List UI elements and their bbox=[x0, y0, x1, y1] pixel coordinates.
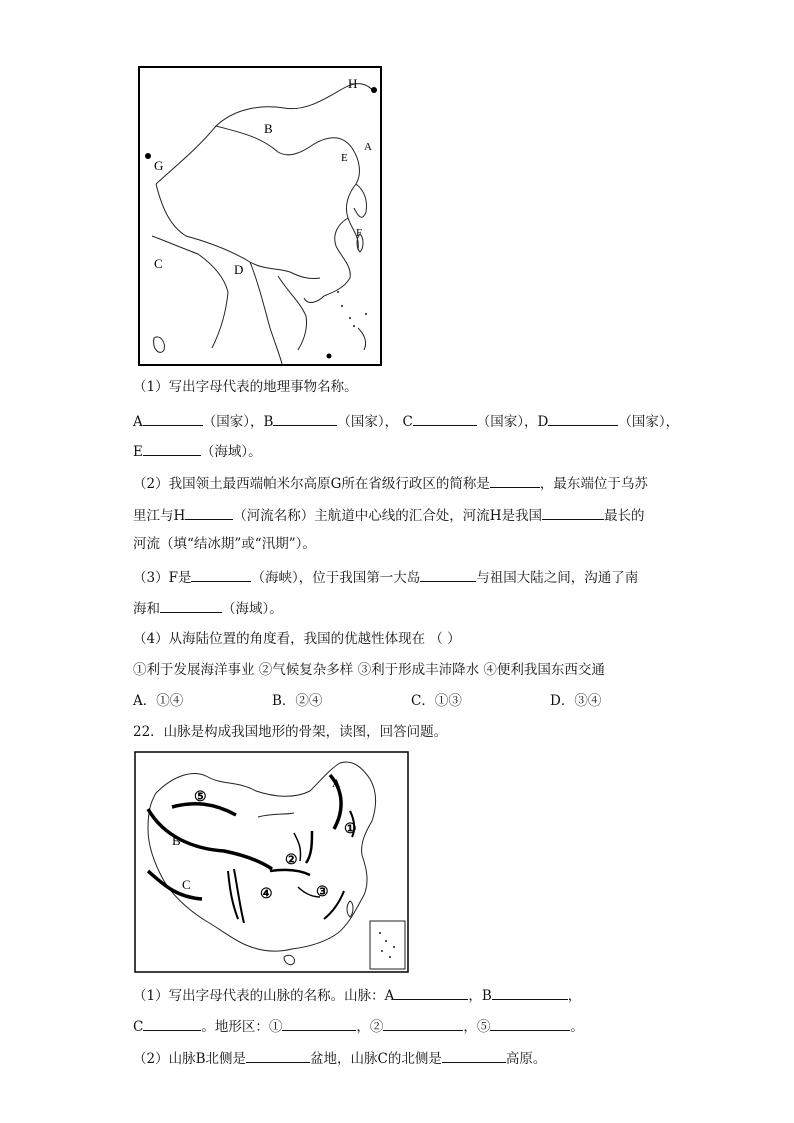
map2-label-3: ③ bbox=[316, 885, 329, 900]
q21-sub2-line3: 河流（填“结冰期”或“汛期”）。 bbox=[133, 536, 316, 552]
blank-mountain-b[interactable] bbox=[492, 985, 568, 1000]
map1-label-a: A bbox=[364, 141, 372, 153]
blank-period[interactable] bbox=[542, 505, 604, 520]
map2-label-4: ④ bbox=[260, 887, 273, 902]
map1-label-f: F bbox=[356, 227, 363, 239]
q21-line-e: E （海域）。 bbox=[133, 441, 262, 461]
blank-mountain-a[interactable] bbox=[394, 985, 468, 1000]
map2-label-1: ① bbox=[344, 822, 357, 837]
q21-statements: ①利于发展海洋事业 ②气候复杂多样 ③利于形成丰沛降水 ④便利我国东西交通 bbox=[133, 662, 605, 678]
q21-sub2-line2: 里江与H （河流名称）主航道中心线的汇合处，河流H是我国 最长的 bbox=[133, 505, 645, 525]
q21-sub1: （1）写出字母代表的地理事物名称。 bbox=[133, 379, 358, 395]
q22-title: 22．山脉是构成我国地形的骨架，读图，回答问题。 bbox=[133, 724, 448, 740]
blank-c[interactable] bbox=[413, 411, 477, 426]
blank-d[interactable] bbox=[548, 411, 618, 426]
map2-label-2: ② bbox=[285, 853, 298, 868]
china-mountains-map bbox=[134, 751, 409, 973]
blank-a[interactable] bbox=[143, 411, 203, 426]
blank-g-abbrev[interactable] bbox=[490, 473, 540, 488]
map1-label-b: B bbox=[264, 121, 273, 136]
map2-label-b: B bbox=[172, 833, 181, 848]
option-d[interactable]: D．③④ bbox=[550, 693, 602, 709]
map2-label-5: ⑤ bbox=[194, 790, 207, 805]
blank-region-2[interactable] bbox=[383, 1016, 463, 1031]
map1-label-g: G bbox=[154, 158, 164, 173]
q21-line-a: A （国家），B （国家）， C （国家），D （国家）， bbox=[133, 411, 679, 431]
asia-outline-map bbox=[138, 66, 382, 366]
q22-sub1-line1: （1）写出字母代表的山脉的名称。山脉：A ，B ， bbox=[133, 985, 581, 1005]
q21-sub4: （4）从海陆位置的角度看，我国的优越性体现在 （ ） bbox=[133, 631, 461, 647]
blank-mountain-c[interactable] bbox=[143, 1016, 201, 1031]
blank-e[interactable] bbox=[143, 441, 201, 456]
map2-label-a: A bbox=[332, 776, 341, 790]
option-c[interactable]: C．①③ bbox=[411, 693, 462, 709]
blank-strait[interactable] bbox=[191, 567, 251, 582]
q22-sub2: （2）山脉B北侧是 盆地，山脉C的北侧是 高原。 bbox=[133, 1048, 546, 1068]
map1-label-h: H bbox=[348, 76, 358, 91]
blank-region-5[interactable] bbox=[490, 1016, 570, 1031]
option-a[interactable]: A．①④ bbox=[133, 693, 184, 709]
q21-sub3-line1: （3）F是 （海峡），位于我国第一大岛 与祖国大陆之间，沟通了南 bbox=[133, 567, 638, 587]
blank-b[interactable] bbox=[273, 411, 337, 426]
blank-island[interactable] bbox=[420, 567, 476, 582]
blank-plateau[interactable] bbox=[442, 1048, 506, 1063]
map1-label-c: C bbox=[154, 256, 163, 271]
map1-label-d: D bbox=[234, 262, 244, 277]
map1-label-e: E bbox=[341, 152, 348, 164]
q21-sub2-line1: （2）我国领土最西端帕米尔高原G所在省级行政区的简称是 ，最东端位于乌苏 bbox=[133, 473, 648, 493]
q21-sub3-line2: 海和 （海域）。 bbox=[133, 598, 283, 618]
blank-sea[interactable] bbox=[160, 598, 222, 613]
q22-sub1-line2: C 。地形区：① ，② ，⑤ 。 bbox=[133, 1016, 584, 1036]
blank-region-1[interactable] bbox=[282, 1016, 356, 1031]
option-b[interactable]: B．②④ bbox=[272, 693, 323, 709]
blank-basin[interactable] bbox=[246, 1048, 310, 1063]
blank-river-h[interactable] bbox=[185, 505, 233, 520]
map2-label-c: C bbox=[182, 877, 191, 892]
